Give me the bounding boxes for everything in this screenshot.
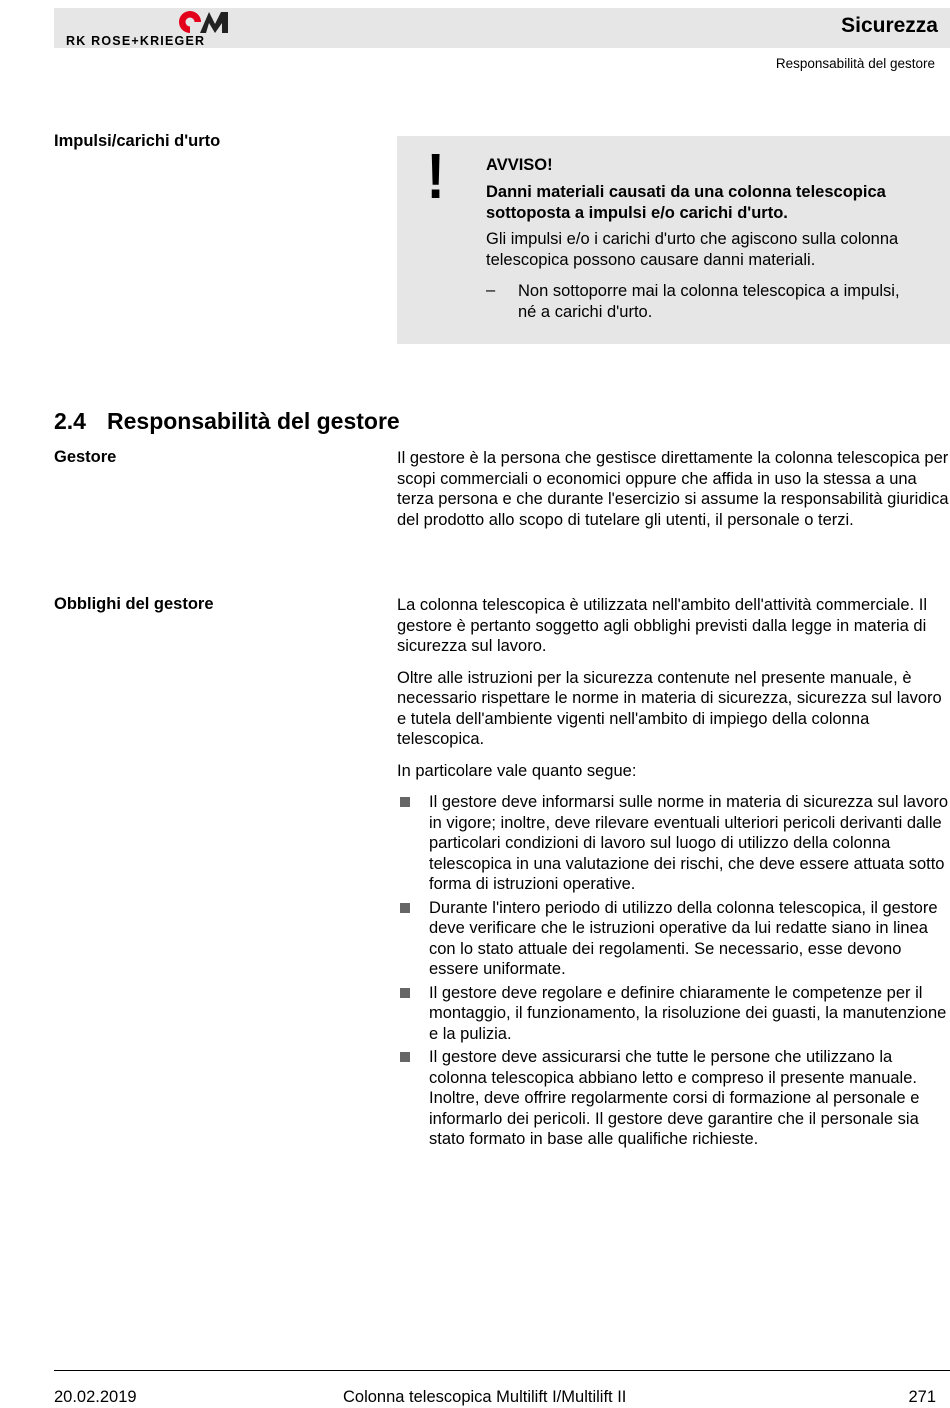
obblighi-paragraph-3: In particolare vale quanto segue: bbox=[397, 761, 637, 780]
section-title: Responsabilità del gestore bbox=[107, 408, 400, 434]
logo-text: RK ROSE+KRIEGER bbox=[66, 34, 206, 48]
obblighi-bullet-list bbox=[397, 792, 950, 1150]
list-item: Il gestore deve regolare e definire chiaramente le competenze per il montaggio, il funzionamento, la risoluzione dei guasti, la manutenzione e la pulizia. bbox=[397, 983, 950, 1045]
footer-doc-title: Colonna telescopica Multilift I/Multilift II bbox=[343, 1388, 627, 1406]
footer-divider bbox=[54, 1370, 950, 1371]
notice-text: Gli impulsi e/o i carichi d'urto che agiscono sulla colonna telescopica possono causare danni materiali. bbox=[486, 230, 899, 269]
chapter-title: Sicurezza bbox=[841, 14, 938, 37]
bullet-square-icon bbox=[400, 1052, 410, 1062]
notice-dash: – bbox=[486, 281, 496, 299]
chapter-subtitle: Responsabilità del gestore bbox=[775, 56, 935, 71]
notice-title: AVVISO! bbox=[486, 156, 553, 174]
section-number: 2.4 bbox=[54, 408, 86, 434]
bullet-square-icon bbox=[400, 797, 410, 807]
exclamation-icon: ! bbox=[426, 140, 445, 212]
list-item: Il gestore deve informarsi sulle norme in materia di sicurezza sul lavoro in vigore; inoltre, deve rilevare eventuali ulteriori pericoli derivanti dalle particolari condizioni di lavoro sul luogo di utilizzo della colonna telescopica in una valutazione dei rischi, che deve essere attuata sotto forma di istruzioni operative. bbox=[397, 792, 950, 895]
gestore-text-block bbox=[397, 448, 950, 541]
list-item: Durante l'intero periodo di utilizzo della colonna telescopica, il gestore deve verificare che le istruzioni operative da lui redatte siano in linea con lo stato attuale dei regolamenti. Se necessario, esse devono essere uniformate. bbox=[397, 898, 950, 980]
list-item: Il gestore deve assicurarsi che tutte le persone che utilizzano la colonna telescopica abbiano letto e compreso il presente manuale. Inoltre, deve offrire regolarmente corsi di formazione al personale e informarlo dei pericoli. Il gestore deve garantire che il personale sia stato formato in base alle qualifiche richieste. bbox=[397, 1047, 950, 1150]
footer-date: 20.02.2019 bbox=[54, 1388, 137, 1406]
obblighi-label: Obblighi del gestore bbox=[54, 595, 214, 613]
gestore-paragraph: Il gestore è la persona che gestisce direttamente la colonna telescopica per scopi commerciali o economici oppure che affida in uso la stessa a una terza persona e che durante l'esercizio si assume la responsabilità giuridica del prodotto allo scopo di tutelare gli utenti, il personale o terzi. bbox=[397, 449, 949, 529]
obblighi-text-block bbox=[397, 595, 950, 1153]
bullet-square-icon bbox=[400, 988, 410, 998]
section-heading bbox=[54, 408, 400, 435]
notice-box bbox=[397, 136, 950, 344]
obblighi-paragraph-2: Oltre alle istruzioni per la sicurezza contenute nel presente manuale, è necessario rispettare le norme in materia di sicurezza, sicurezza sul lavoro e tutela dell'ambiente vigenti nell'ambito di impiego della colonna telescopica. bbox=[397, 668, 942, 748]
bullet-square-icon bbox=[400, 903, 410, 913]
page-number: 271 bbox=[908, 1388, 936, 1406]
notice-label: Impulsi/carichi d'urto bbox=[54, 132, 221, 150]
obblighi-paragraph-1: La colonna telescopica è utilizzata nell'ambito dell'attività commerciale. Il gestore è pertanto soggetto agli obblighi previsti dalla legge in materia di sicurezza sul lavoro. bbox=[397, 596, 927, 655]
notice-instruction: Non sottoporre mai la colonna telescopica a impulsi, né a carichi d'urto. bbox=[518, 282, 900, 321]
gestore-label: Gestore bbox=[54, 448, 117, 466]
notice-subtitle: Danni materiali causati da una colonna telescopica sottoposta a impulsi e/o carichi d'urto. bbox=[486, 183, 886, 222]
